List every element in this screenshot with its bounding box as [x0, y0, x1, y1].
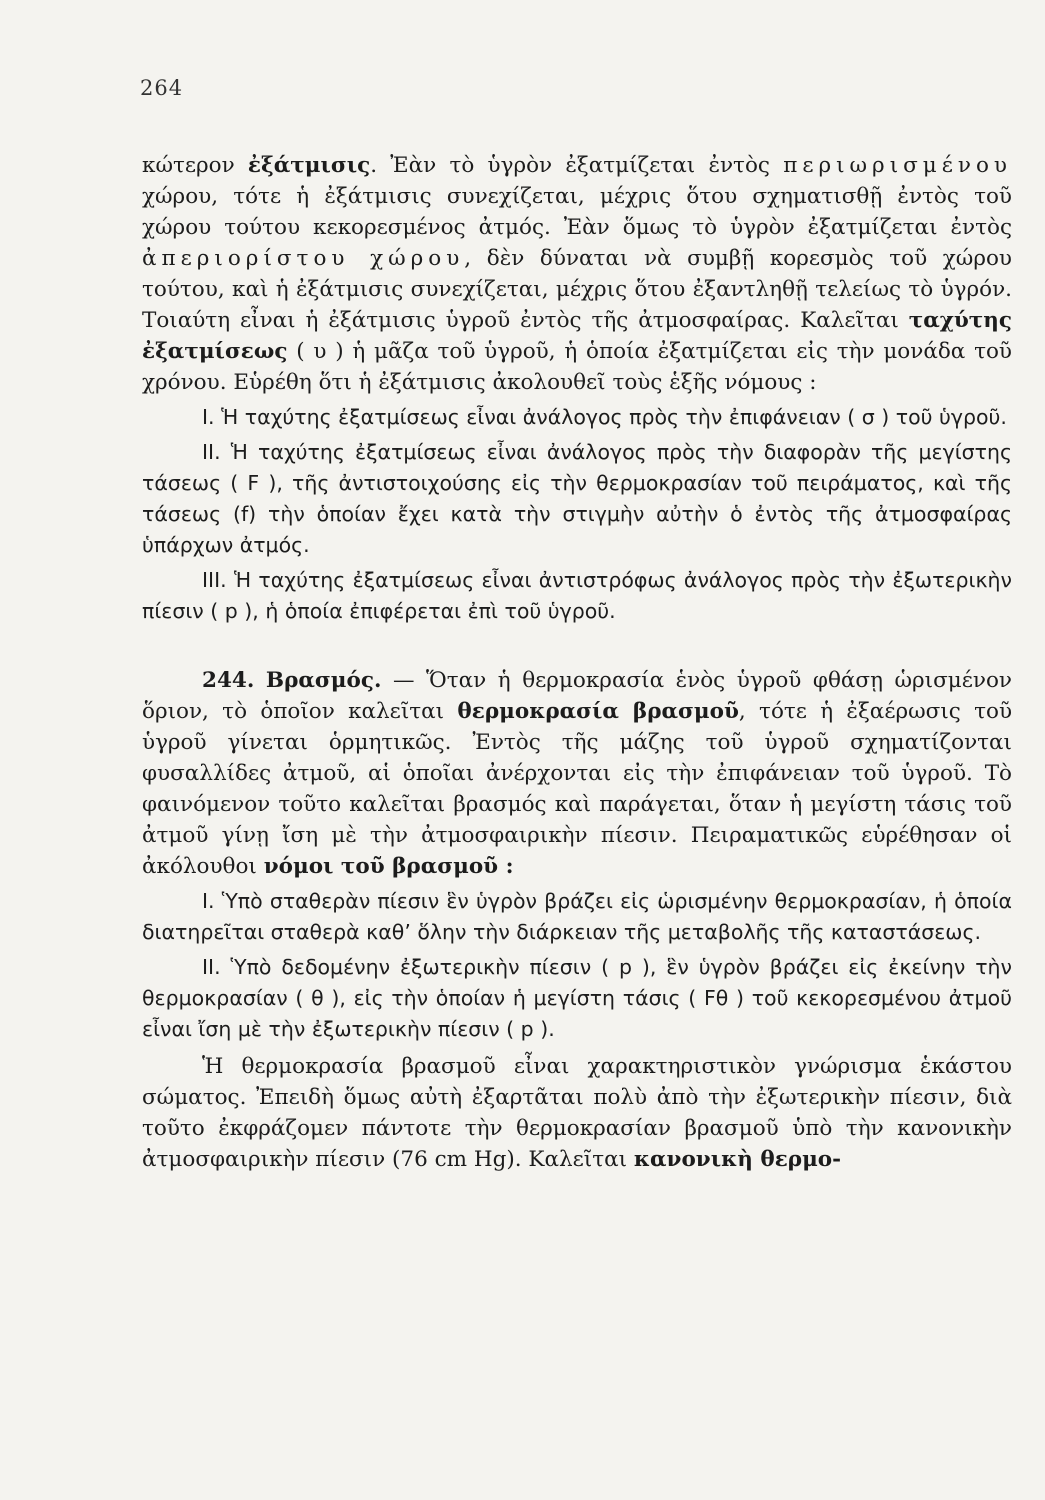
term-evaporation: ἐξάτμισις [247, 153, 371, 178]
text-run: Ἡ θερμοκρασία βρασμοῦ εἶναι χαρακτηριστικὸν γνώρισμα ἑκάστου σώματος. Ἐπειδὴ ὅμως αὐτὴ ἐξαρτᾶται πολὺ ἀπὸ τὴν ἐξωτερικὴν πίεσιν, διὰ τοῦτο ἐκφράζομεν πάντοτε τὴν θερμοκρασίαν βρασμοῦ ὑπὸ τὴν κανονικὴν ἀτμοσφαιρικὴν πίεσιν (76 cm Hg). Καλεῖται [142, 1054, 1012, 1172]
boil-law-2: II. Ὑπὸ δεδομένην ἐξωτερικὴν πίεσιν ( p ), ἓν ὑγρὸν βράζει εἰς ἐκείνην τὴν θερμοκρασίαν ( θ ), εἰς τὴν ὁποίαν ἡ μεγίστη τάσις ( Fθ ) τοῦ κεκορεσμένου ἀτμοῦ εἶναι ἴση μὲ τὴν ἐξωτερικὴν πίεσιν ( p ). [142, 955, 1012, 1041]
body-text [142, 150, 1012, 1175]
text-run: , τότε ἡ ἐξαέρωσις τοῦ ὑγροῦ γίνεται ὁρμητικῶς. Ἐντὸς τῆς μάζης τοῦ ὑγροῦ σχηματίζονται φυσαλλίδες ἀτμοῦ, αἱ ὁποῖαι ἀνέρχονται εἰς τὴν ἐπιφάνειαν τοῦ ὑγροῦ. Τὸ φαινόμενον τοῦτο καλεῖται βρασμός καὶ παράγεται, ὅταν ἡ μεγίστη τάσις τοῦ ἀτμοῦ γίνῃ ἴση μὲ τὴν ἀτμοσφαιρικὴν πίεσιν. Πειραματικῶς εὑρέθησαν οἱ ἀκόλουθοι [142, 699, 1013, 879]
text-run: χώρου, τότε ἡ ἐξάτμισις συνεχίζεται, μέχρις ὅτου σχηματισθῇ ἐντὸς τοῦ χώρου τούτου κεκορεσμένος ἀτμός. Ἐὰν ὅμως τὸ ὑγρὸν ἐξατμίζεται ἐντὸς [142, 184, 1012, 240]
term-boiling-laws: νόμοι τοῦ βρασμοῦ : [263, 854, 514, 879]
evaporation-paragraph [142, 150, 1012, 398]
term-normal-boiling: κανονικὴ θερμο- [633, 1147, 842, 1172]
evap-law-2: II. Ἡ ταχύτης ἐξατμίσεως εἶναι ἀνάλογος πρὸς τὴν διαφορὰν τῆς μεγίστης τάσεως ( F ), τῆς ἀντιστοιχούσης εἰς τὴν θερμοκρασίαν τοῦ πειράματος, καὶ τῆς τάσεως (f) τὴν ὁποίαν ἔχει κατὰ τὴν στιγμὴν αὐτὴν ὁ ἐντὸς τῆς ἀτμοσφαίρας ὑπάρχων ἀτμός. [142, 440, 1012, 557]
section-number: 244. [202, 668, 255, 693]
boil-law-1: I. Ὑπὸ σταθερὰν πίεσιν ἓν ὑγρὸν βράζει εἰς ὡρισμένην θερμοκρασίαν, ἡ ὁποία διατηρεῖται σταθερὰ καθ’ ὅλην τὴν διάρκειαν τῆς μεταβολῆς τῆς καταστάσεως. [142, 889, 1012, 944]
section-title: Βρασμός. [265, 668, 382, 693]
text-run: ( υ ) ἡ μᾶζα τοῦ ὑγροῦ, ἡ ὁποία ἐξατμίζεται εἰς τὴν μονάδα τοῦ χρόνου. Εὑρέθη ὅτι ἡ ἐξάτμισις ἀκολουθεῖ τοὺς ἑξῆς νόμους : [142, 339, 1012, 395]
text-run: , δὲν δύναται νὰ συμβῇ κορεσμὸς τοῦ χώρου τούτου, καὶ ἡ ἐξάτμισις συνεχίζεται, μέχρις ὅτου ἐξαντληθῇ τελείως τὸ ὑγρόν. Τοιαύτη εἶναι ἡ ἐξάτμισις ὑγροῦ ἐντὸς τῆς ἀτμοσφαίρας. Καλεῖται [142, 246, 1012, 333]
text-run: κώτερον [142, 153, 248, 178]
evap-law-3: III. Ἡ ταχύτης ἐξατμίσεως εἶναι ἀντιστρόφως ἀνάλογος πρὸς τὴν ἐξωτερικὴν πίεσιν ( p ), ἡ ὁποία ἐπιφέρεται ἐπὶ τοῦ ὑγροῦ. [142, 568, 1012, 623]
spaced-term-unconfined: ἀπεριορίστου χώρου [142, 246, 465, 271]
page-number: 264 [140, 76, 184, 100]
text-run: . Ἐὰν τὸ ὑγρὸν ἐξατμίζεται ἐντὸς [370, 153, 784, 178]
term-evaporation-rate: ταχύτης ἐξατμίσεως [142, 308, 1012, 364]
term-boiling-temperature: θερμοκρασία βρασμοῦ [457, 699, 739, 724]
evap-law-1: I. Ἡ ταχύτης ἐξατμίσεως εἶναι ἀνάλογος πρὸς τὴν ἐπιφάνειαν ( σ ) τοῦ ὑγροῦ. [202, 405, 1007, 429]
boiling-section [142, 665, 1012, 882]
spaced-term-confined: περιωρισμένου [783, 153, 1012, 178]
final-paragraph [142, 1051, 1012, 1175]
text-run: — Ὅταν ἡ θερμοκρασία ἑνὸς ὑγροῦ φθάσῃ ὡρισμένον ὅριον, τὸ ὁποῖον καλεῖται [142, 668, 1012, 724]
